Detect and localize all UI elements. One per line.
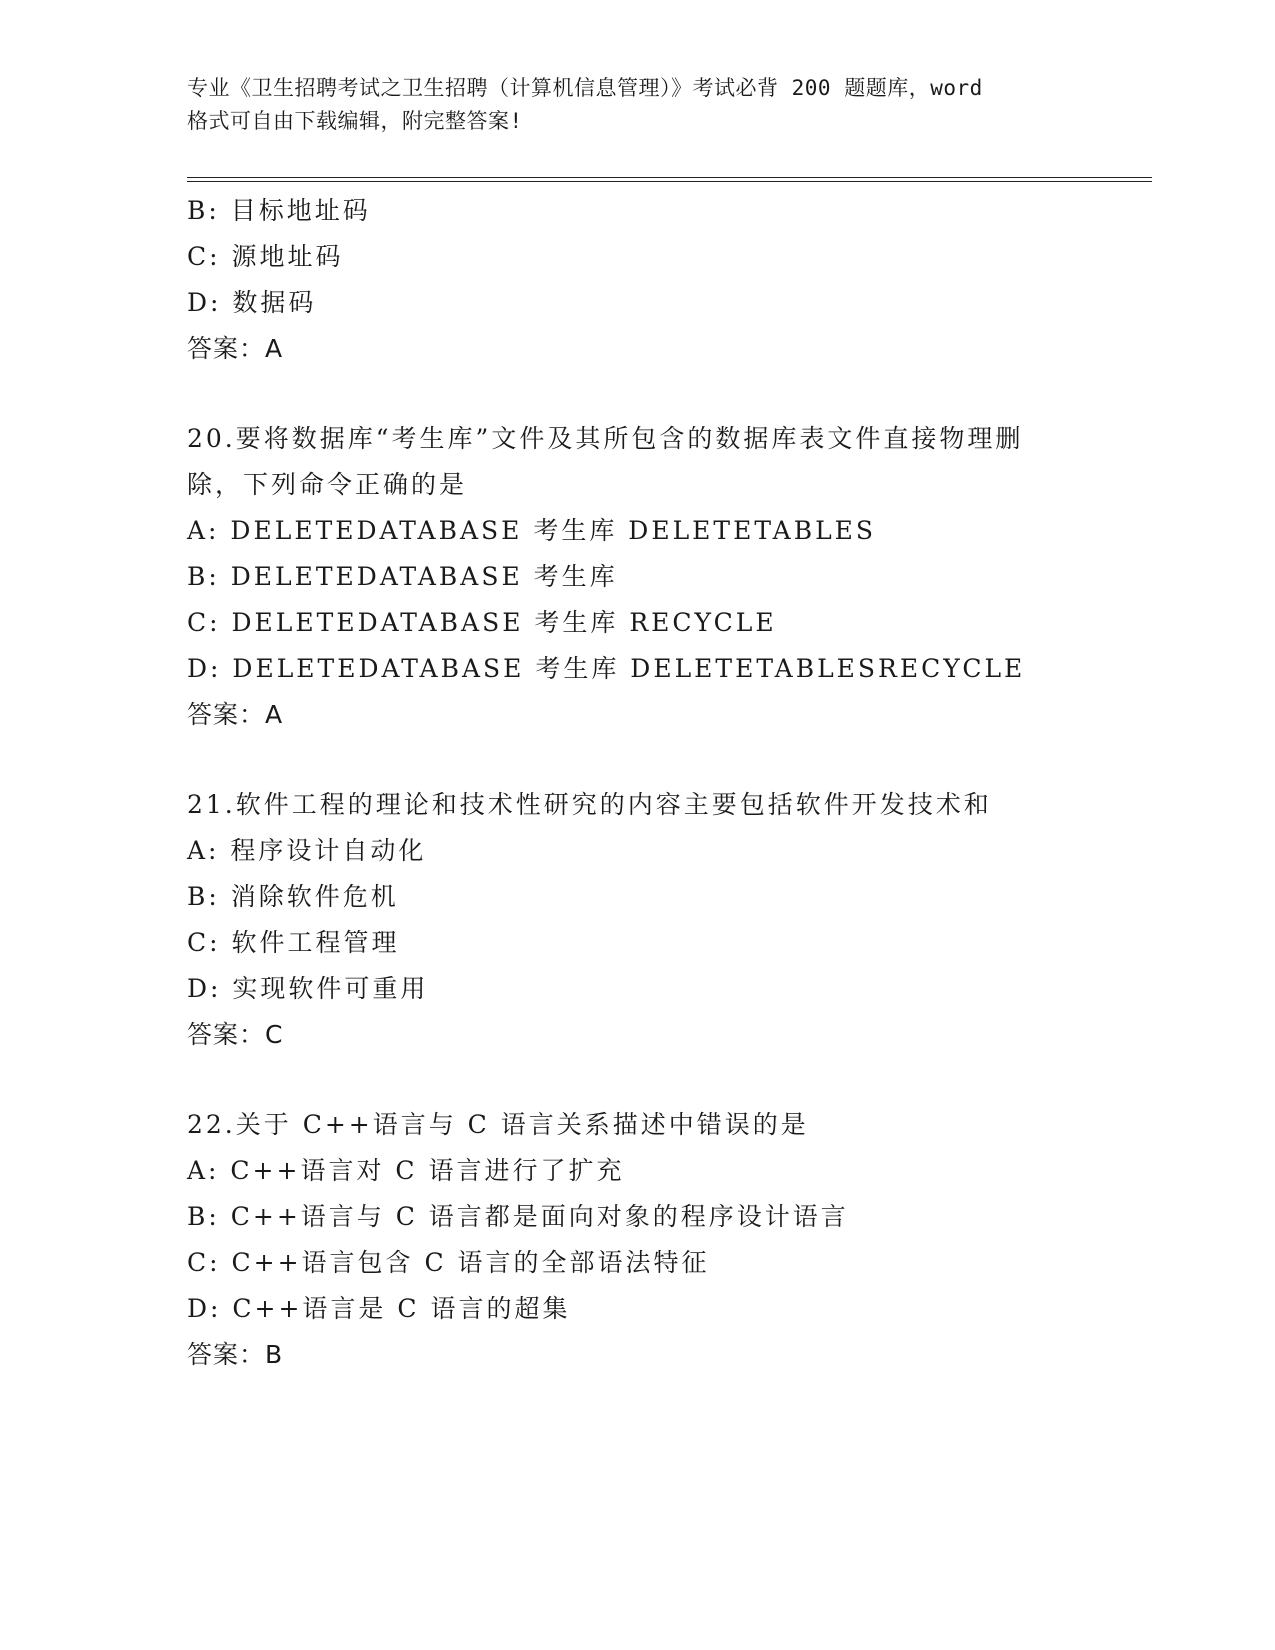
question-22 — [187, 1102, 1147, 1378]
header-divider-top — [187, 177, 1152, 178]
question-21 — [187, 782, 1147, 1058]
option-c: C: DELETEDATABASE 考生库 RECYCLE — [187, 608, 777, 637]
document-body — [187, 188, 1147, 1378]
spacer — [187, 372, 1147, 416]
option-d: D: 实现软件可重用 — [187, 974, 429, 1003]
spacer — [187, 1058, 1147, 1102]
option-b: B: 消除软件危机 — [187, 882, 399, 911]
option-b: B: DELETEDATABASE 考生库 — [187, 562, 618, 591]
option-d: D: 数据码 — [187, 288, 317, 317]
answer-line: 答案：B — [187, 1340, 284, 1369]
option-a: A: DELETEDATABASE 考生库 DELETETABLES — [187, 516, 877, 545]
answer-line: 答案：A — [187, 700, 284, 729]
option-c: C: 软件工程管理 — [187, 928, 400, 957]
option-d: D: C++语言是 C 语言的超集 — [187, 1294, 571, 1323]
spacer — [187, 738, 1147, 782]
header-line-2: 格式可自由下载编辑，附完整答案! — [187, 109, 523, 133]
question-20 — [187, 416, 1147, 738]
question-stem-line: 22.关于 C++语言与 C 语言关系描述中错误的是 — [187, 1110, 809, 1139]
option-a: A: C++语言对 C 语言进行了扩充 — [187, 1156, 625, 1185]
header-line-1: 专业《卫生招聘考试之卫生招聘（计算机信息管理）》考试必背 200 题题库，word — [187, 76, 983, 100]
document-header — [187, 72, 1087, 138]
option-d: D: DELETEDATABASE 考生库 DELETETABLESRECYCLE — [187, 654, 1026, 683]
question-stem-line: 20.要将数据库“考生库”文件及其所包含的数据库表文件直接物理删 — [187, 424, 1024, 453]
question-19-continued — [187, 188, 1147, 372]
header-divider-bottom — [187, 181, 1152, 182]
question-stem-line: 除，下列命令正确的是 — [187, 470, 468, 499]
option-c: C: C++语言包含 C 语言的全部语法特征 — [187, 1248, 710, 1277]
option-c: C: 源地址码 — [187, 242, 344, 271]
answer-line: 答案：A — [187, 334, 284, 363]
option-b: B: C++语言与 C 语言都是面向对象的程序设计语言 — [187, 1202, 849, 1231]
answer-line: 答案：C — [187, 1020, 284, 1049]
option-b: B: 目标地址码 — [187, 196, 371, 225]
option-a: A: 程序设计自动化 — [187, 836, 427, 865]
question-stem-line: 21.软件工程的理论和技术性研究的内容主要包括软件开发技术和 — [187, 790, 992, 819]
